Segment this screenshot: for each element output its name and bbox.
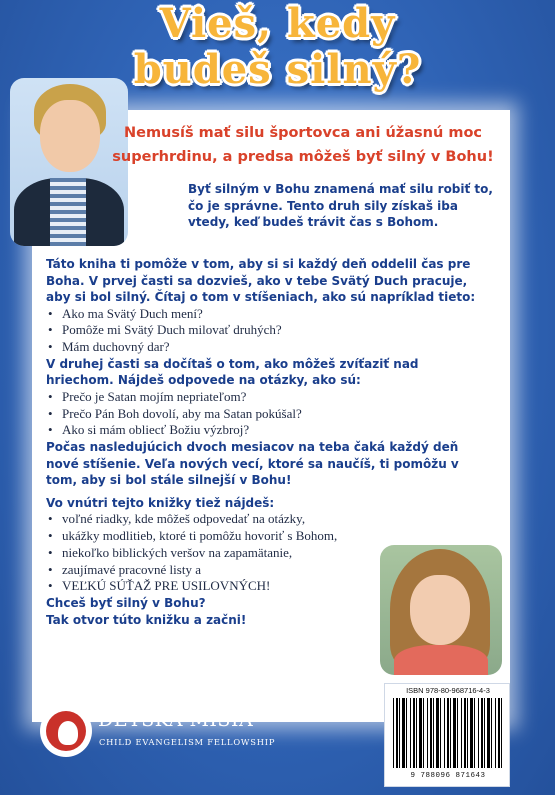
barcode-icon bbox=[393, 698, 503, 768]
boy-face bbox=[40, 100, 100, 172]
intro-highlight-line-2: superhrdinu, a predsa môžeš byť silný v Bohu! bbox=[112, 149, 494, 165]
list-part-two bbox=[46, 389, 486, 439]
closing-call: Tak otvor túto knižku a začni! bbox=[46, 612, 247, 627]
list-item: • niekoľko biblických veršov na zapamätanie, bbox=[46, 545, 486, 562]
closing-question: Chceš byť silný v Bohu? bbox=[46, 596, 206, 611]
girl-photo bbox=[380, 545, 502, 675]
intro-paragraph: Byť silným v Bohu znamená mať silu robiť to, čo je správne. Tento druh sily získaš iba vtedy, keď budeš trávit čas s Bohom. bbox=[188, 182, 493, 229]
intro-highlight-line-1: Nemusíš mať silu športovca ani úžasnú moc bbox=[123, 125, 483, 141]
paragraph-part-one: Táto kniha ti pomôže v tom, aby si si každý deň oddelil čas pre Boha. V prvej časti sa dozvieš, ako v tebe Svätý Duch pracuje, aby si bol silný. Čítaj o tom v stíšeniach, ako sú napríklad tieto: bbox=[46, 257, 476, 304]
paragraph-two-months: Počas nasledujúcich dvoch mesiacov na teba čaká každý deň nové stíšenie. Veľa nových vecí, ktoré sa naučíš, ti pomôžu v tom, aby si bol stále silnejší v Bohu! bbox=[46, 440, 459, 488]
publisher-logo-icon bbox=[40, 705, 92, 757]
logo-red-disc bbox=[46, 711, 86, 751]
publisher-name: DETSKÁ MISIA bbox=[98, 709, 254, 731]
intro-highlight bbox=[96, 121, 510, 169]
child-head-icon bbox=[58, 721, 78, 745]
list-item: • Prečo Pán Boh dovolí, aby ma Satan pokúšal? bbox=[46, 406, 486, 423]
list-item: • Ako ma Svätý Duch mení? bbox=[46, 306, 486, 323]
list-part-one bbox=[46, 306, 486, 356]
list-item: • voľné riadky, kde môžeš odpovedať na otázky, bbox=[46, 511, 486, 528]
barcode-number: 9 788096 871643 bbox=[410, 772, 486, 780]
paragraph-part-two: V druhej časti sa dočítaš o tom, ako môžeš zvíťaziť nad hriechom. Nájdeš odpovede na otázky, ako sú: bbox=[46, 356, 419, 388]
list-item: • Mám duchovný dar? bbox=[46, 339, 486, 356]
cover-title-line-2: budeš silný? bbox=[133, 46, 422, 93]
isbn-label: ISBN 978-80-968716-4-3 bbox=[406, 686, 490, 695]
cover-title-line-1: Vieš, kedy bbox=[159, 0, 396, 47]
list-item: • zaujímavé pracovné listy a bbox=[46, 562, 486, 579]
isbn-barcode-box bbox=[384, 683, 510, 787]
boy-shirt bbox=[50, 178, 86, 246]
list-item: • Ako si mám obliecť Božiu výzbroj? bbox=[46, 422, 486, 439]
girl-face bbox=[410, 575, 470, 645]
list-item: • Pomôže mi Svätý Duch milovať druhých? bbox=[46, 322, 486, 339]
list-item: • VEĽKÚ SÚŤAŽ PRE USILOVNÝCH! bbox=[46, 578, 486, 595]
list-item: • Prečo je Satan mojím nepriateľom? bbox=[46, 389, 486, 406]
girl-shirt bbox=[394, 645, 488, 675]
publisher-subtitle: CHILD EVANGELISM FELLOWSHIP bbox=[99, 737, 276, 747]
list-item: • ukážky modlitieb, ktoré ti pomôžu hovoriť s Bohom, bbox=[46, 528, 486, 545]
paragraph-inside-book: Vo vnútri tejto knižky tiež nájdeš: bbox=[46, 495, 275, 510]
